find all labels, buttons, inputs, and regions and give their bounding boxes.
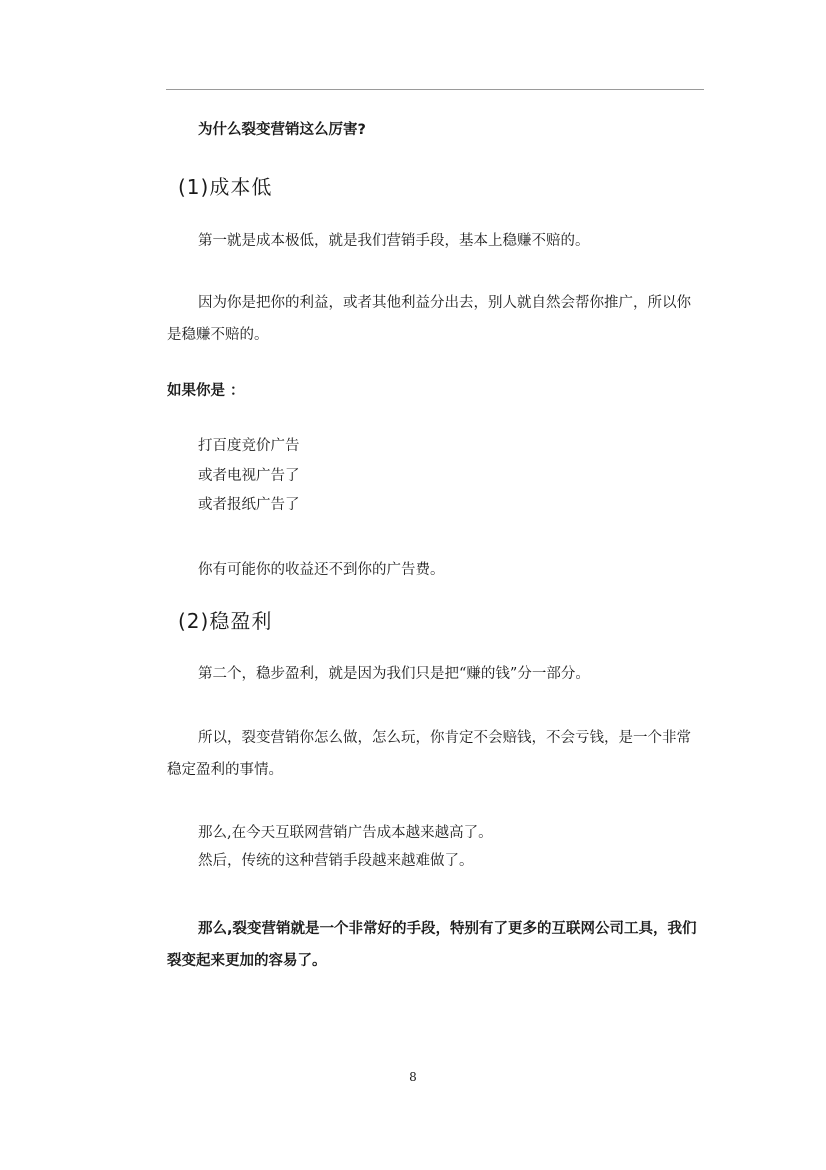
header-rule [166,89,704,90]
section-1-paragraph-3: 你有可能你的收益还不到你的广告费。 [198,562,445,578]
section-1-paragraph-2-text: 因为你是把你的利益，或者其他利益分出去，别人就自然会帮你推广，所以你是稳赚不赔的。 [167,295,691,343]
section-1-heading: (1)成本低 [178,175,273,199]
section-2-paragraph-3: 那么,在今天互联网营销广告成本越来越高了。 [198,825,493,841]
intro-question: 为什么裂变营销这么厉害? [198,122,366,138]
conclusion-paragraph [167,913,705,977]
section-2-paragraph-2-text: 所以，裂变营销你怎么做，怎么玩，你肯定不会赔钱，不会亏钱，是一个非常稳定盈利的事情。 [167,730,691,778]
section-1-paragraph-1: 第一就是成本极低，就是我们营销手段，基本上稳赚不赔的。 [198,233,590,249]
section-1-paragraph-2 [167,287,705,351]
list-item: 打百度竞价广告 [198,438,300,454]
list-item: 或者电视广告了 [198,468,300,484]
if-label: 如果你是 ： [167,383,245,399]
list-item: 或者报纸广告了 [198,497,300,513]
section-2-paragraph-4: 然后，传统的这种营销手段越来越难做了。 [198,853,474,869]
section-2-heading: (2)稳盈利 [178,609,273,633]
page-number: 8 [409,1070,417,1084]
section-2-paragraph-2 [167,722,705,786]
conclusion-text: 那么,裂变营销就是一个非常好的手段，特别有了更多的互联网公司工具，我们裂变起来更加的容易了。 [167,921,697,969]
section-2-paragraph-1: 第二个，稳步盈利，就是因为我们只是把“赚的钱”分一部分。 [198,666,590,682]
